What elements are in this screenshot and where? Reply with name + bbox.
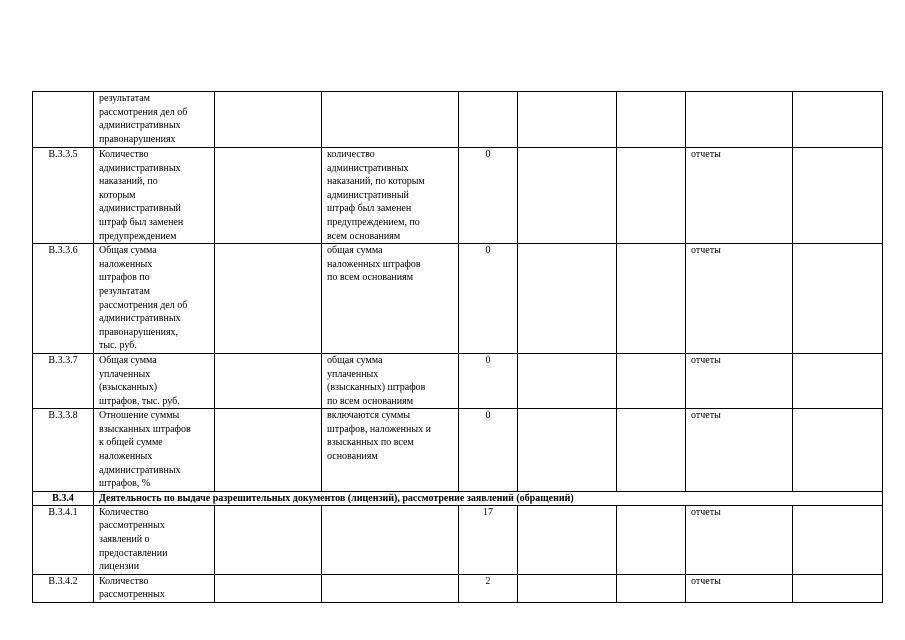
table-row	[33, 409, 883, 492]
row-description: общая сумма уплаченных (взысканных) штрафов по всем основаниям	[322, 353, 459, 408]
empty-cell	[617, 148, 686, 244]
row-code: В.3.4.2	[33, 574, 94, 602]
row-description	[322, 92, 459, 148]
row-code: В.3.3.8	[33, 409, 94, 492]
table-row	[33, 244, 883, 354]
empty-cell	[518, 505, 617, 574]
empty-cell	[617, 92, 686, 148]
row-source: отчеты	[686, 409, 793, 492]
row-code	[33, 92, 94, 148]
table-row	[33, 505, 883, 574]
empty-cell	[793, 148, 883, 244]
empty-cell	[215, 92, 322, 148]
empty-cell	[215, 244, 322, 354]
section-header-row	[33, 491, 883, 505]
row-label: Общая сумма уплаченных (взысканных) штрафов, тыс. руб.	[94, 353, 215, 408]
row-label: Количество рассмотренных заявлений о предоставлении лицензии	[94, 505, 215, 574]
row-description: общая сумма наложенных штрафов по всем основаниям	[322, 244, 459, 354]
empty-cell	[793, 353, 883, 408]
row-label: Отношение суммы взысканных штрафов к общей сумме наложенных административных штрафов, %	[94, 409, 215, 492]
row-value: 17	[459, 505, 518, 574]
row-source	[686, 92, 793, 148]
section-code: В.3.4	[33, 491, 94, 505]
row-label: Количество рассмотренных	[94, 574, 215, 602]
empty-cell	[617, 409, 686, 492]
empty-cell	[793, 92, 883, 148]
row-source: отчеты	[686, 353, 793, 408]
empty-cell	[793, 244, 883, 354]
empty-cell	[215, 409, 322, 492]
row-description: включаются суммы штрафов, наложенных и взысканных по всем основаниям	[322, 409, 459, 492]
row-code: В.3.3.6	[33, 244, 94, 354]
empty-cell	[518, 148, 617, 244]
row-description: количество административных наказаний, по которым административный штраф был заменен предупреждением, по всем основаниям	[322, 148, 459, 244]
empty-cell	[215, 148, 322, 244]
table-row	[33, 92, 883, 148]
row-value: 0	[459, 148, 518, 244]
empty-cell	[793, 505, 883, 574]
table-row	[33, 148, 883, 244]
empty-cell	[617, 505, 686, 574]
row-value: 0	[459, 244, 518, 354]
empty-cell	[215, 505, 322, 574]
row-source: отчеты	[686, 505, 793, 574]
row-label: Общая сумма наложенных штрафов по результатам рассмотрения дел об административных правонарушениях, тыс. руб.	[94, 244, 215, 354]
row-label: результатам рассмотрения дел об административных правонарушениях	[94, 92, 215, 148]
empty-cell	[793, 409, 883, 492]
empty-cell	[518, 92, 617, 148]
section-title: Деятельность по выдаче разрешительных документов (лицензий), рассмотрение заявлений (обращений)	[94, 491, 883, 505]
row-value	[459, 92, 518, 148]
row-source: отчеты	[686, 244, 793, 354]
empty-cell	[215, 574, 322, 602]
empty-cell	[518, 574, 617, 602]
table-row	[33, 574, 883, 602]
empty-cell	[617, 574, 686, 602]
row-value: 0	[459, 353, 518, 408]
row-label: Количество административных наказаний, по которым административный штраф был заменен предупреждением	[94, 148, 215, 244]
row-description	[322, 505, 459, 574]
indicators-table	[32, 91, 883, 603]
empty-cell	[617, 353, 686, 408]
row-code: В.3.3.5	[33, 148, 94, 244]
row-value: 0	[459, 409, 518, 492]
table-row	[33, 353, 883, 408]
row-description	[322, 574, 459, 602]
empty-cell	[617, 244, 686, 354]
row-code: В.3.4.1	[33, 505, 94, 574]
empty-cell	[518, 409, 617, 492]
empty-cell	[518, 353, 617, 408]
empty-cell	[793, 574, 883, 602]
row-source: отчеты	[686, 574, 793, 602]
row-source: отчеты	[686, 148, 793, 244]
empty-cell	[215, 353, 322, 408]
row-code: В.3.3.7	[33, 353, 94, 408]
empty-cell	[518, 244, 617, 354]
row-value: 2	[459, 574, 518, 602]
